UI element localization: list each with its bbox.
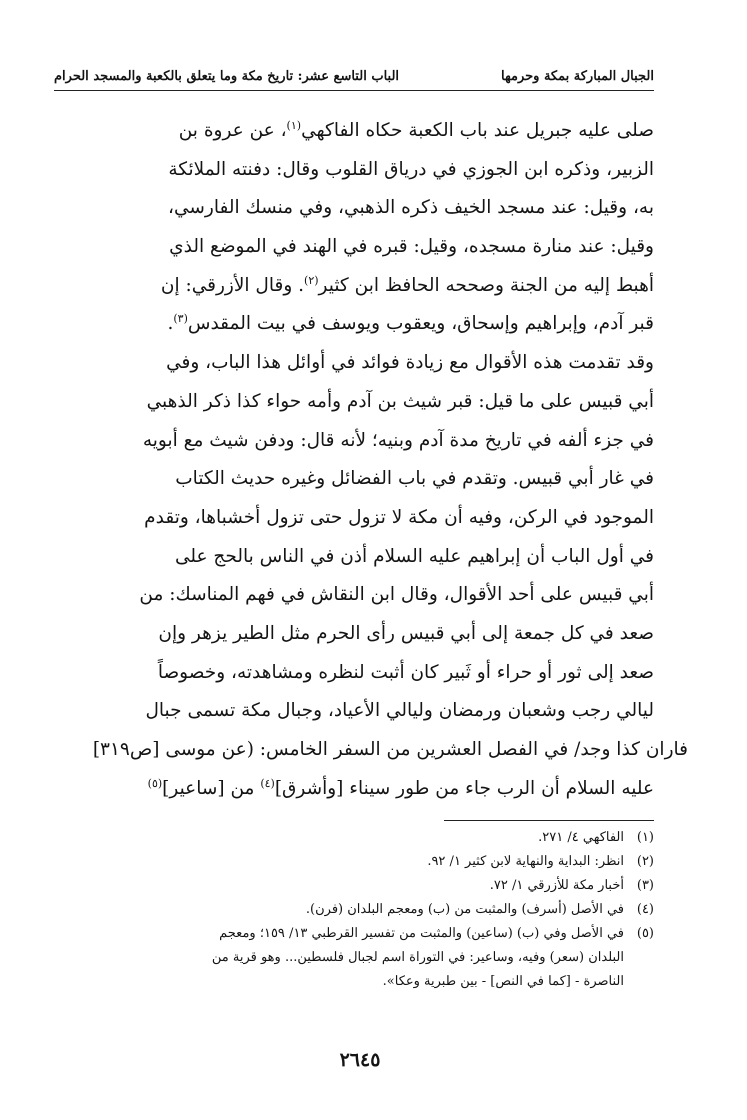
line-text: به، وقيل: عند مسجد الخيف ذكره الذهبي، وفي منسك الفارسي،: [168, 197, 654, 219]
footnote-ref[interactable]: (٣): [173, 312, 188, 326]
line-text: . وقال الأزرقي: إن: [160, 274, 305, 296]
footnote-line: البلدان (سعر) وفيه، وساعير: في التوراة اسم لجبال فلسطين... وهو قرية من: [211, 950, 624, 965]
line-text: ، عن عروة بن: [178, 120, 287, 141]
text-line: [54, 460, 654, 499]
line-text: في جزء ألفه في تاريخ مدة آدم وبنيه؛ لأنه قال: ودفن شيث مع أبويه: [142, 429, 654, 451]
line-text: وقد تقدمت هذه الأقوال مع زيادة فوائد في أوائل هذا الباب، وفي: [166, 352, 654, 374]
text-line: [54, 731, 688, 770]
text-line: [54, 228, 654, 267]
text-line: [54, 344, 654, 383]
footnote: [54, 850, 654, 874]
footnote-line: الفاكهي ٤/ ٢٧١.: [538, 830, 624, 845]
footnotes: [54, 826, 654, 994]
line-text: صعد في كل جمعة إلى أبي قبيس رأى الحرم مثل الطير يزهر وإن: [158, 622, 654, 644]
footnote-number: (١): [636, 830, 654, 845]
line-text: في غار أبي قبيس. وتقدم في باب الفضائل وغيره حديث الكتاب: [175, 468, 654, 490]
footnote: [54, 922, 654, 994]
footnote-ref[interactable]: (٤): [260, 776, 275, 790]
text-line: [54, 538, 654, 577]
text-line: [54, 383, 654, 422]
footnote-line: في الأصل وفي (ب) (ساعين) والمثبت من تفسير القرطبي ١٣/ ١٥٩؛ ومعجم: [219, 926, 624, 941]
footnote-text: [54, 850, 624, 874]
line-text: .: [167, 313, 174, 335]
footnote-ref[interactable]: (٥): [147, 776, 163, 790]
footnote-number: (٤): [636, 902, 654, 917]
text-line: [54, 654, 654, 693]
footnote-text: [54, 874, 624, 898]
page-number: ٢٦٤٥: [339, 1049, 381, 1071]
line-text: عليه السلام أن الرب جاء من طور سيناء [وأشرق]: [274, 777, 654, 799]
footnote-ref[interactable]: (٢): [304, 273, 319, 287]
line-text: في أول الباب أن إبراهيم عليه السلام أذن في الناس بالحج على: [174, 545, 654, 567]
line-text: فاران كذا وجد/ في الفصل العشرين من السفر الخامس: (عن موسى [ص٣١٩]: [92, 739, 688, 760]
line-text: أبي قبيس على ما قيل: قبر شيث بن آدم وأمه حواء كذا ذكر الذهبي: [146, 390, 654, 412]
footnote-text: [54, 898, 624, 922]
text-line: [54, 770, 654, 809]
line-text: الموجود في الركن، وفيه أن مكة لا تزول حتى تزول أخشباها، وتقدم: [144, 506, 654, 528]
line-text: صلى عليه جبريل عند باب الكعبة حكاه الفاكهي: [301, 120, 654, 141]
main-text: [54, 112, 688, 808]
footnote-number: (٣): [636, 878, 654, 893]
footnote-ref[interactable]: (١): [286, 118, 302, 132]
header-rule: [54, 90, 654, 91]
text-line: [54, 576, 654, 615]
book-title: الجبال المباركة بمكة وحرمها: [501, 69, 654, 84]
line-text: صعد إلى ثور أو حراء أو ثَبير كان أثبت لنظره ومشاهدته، وخصوصاً: [157, 661, 654, 683]
text-line: [54, 615, 654, 654]
line-text: وقيل: عند منارة مسجده، وقيل: قبره في الهند في الموضع الذي: [169, 236, 654, 258]
footnote: [54, 874, 654, 898]
text-line: [54, 267, 654, 306]
text-line: [54, 189, 654, 228]
text-line: [54, 112, 654, 151]
footnote: [54, 898, 654, 922]
footnote-separator: [444, 820, 654, 821]
text-line: [54, 692, 654, 731]
footnote-line: الناصرة - [كما في النص] - بين طبرية وعكا».: [382, 974, 624, 989]
footnote-line: أخبار مكة للأزرقي ١/ ٧٢.: [489, 878, 624, 893]
footnote-line: في الأصل (أسرف) والمثبت من (ب) ومعجم البلدان (فرن).: [305, 902, 624, 917]
footnote-line: انظر: البداية والنهاية لابن كثير ١/ ٩٢.: [427, 854, 624, 869]
footnote-number: (٥): [636, 926, 654, 941]
footnote: [54, 826, 654, 850]
line-text: أبي قبيس على أحد الأقوال، وقال ابن النقاش في فهم المناسك: من: [139, 584, 654, 606]
line-text: ليالي رجب وشعبان ورمضان وليالي الأعياد، وجبال مكة تسمى جبال: [145, 700, 654, 722]
line-text: من [ساعير]: [162, 777, 261, 799]
chapter-title: الباب التاسع عشر: تاريخ مكة وما يتعلق بالكعبة والمسجد الحرام: [54, 69, 400, 84]
footnote-text: [54, 922, 624, 994]
line-text: أهبط إليه من الجنة وصححه الحافظ ابن كثير: [318, 274, 654, 296]
line-text: قبر آدم، وإبراهيم وإسحاق، ويعقوب ويوسف في بيت المقدس: [187, 313, 654, 335]
text-line: [54, 422, 654, 461]
text-line: [54, 305, 654, 344]
running-header: [54, 58, 654, 84]
line-text: الزبير، وذكره ابن الجوزي في درياق القلوب وقال: دفنته الملائكة: [168, 158, 654, 180]
footnote-number: (٢): [636, 854, 654, 869]
text-line: [54, 499, 654, 538]
footnote-text: [54, 826, 624, 850]
text-line: [54, 151, 654, 190]
